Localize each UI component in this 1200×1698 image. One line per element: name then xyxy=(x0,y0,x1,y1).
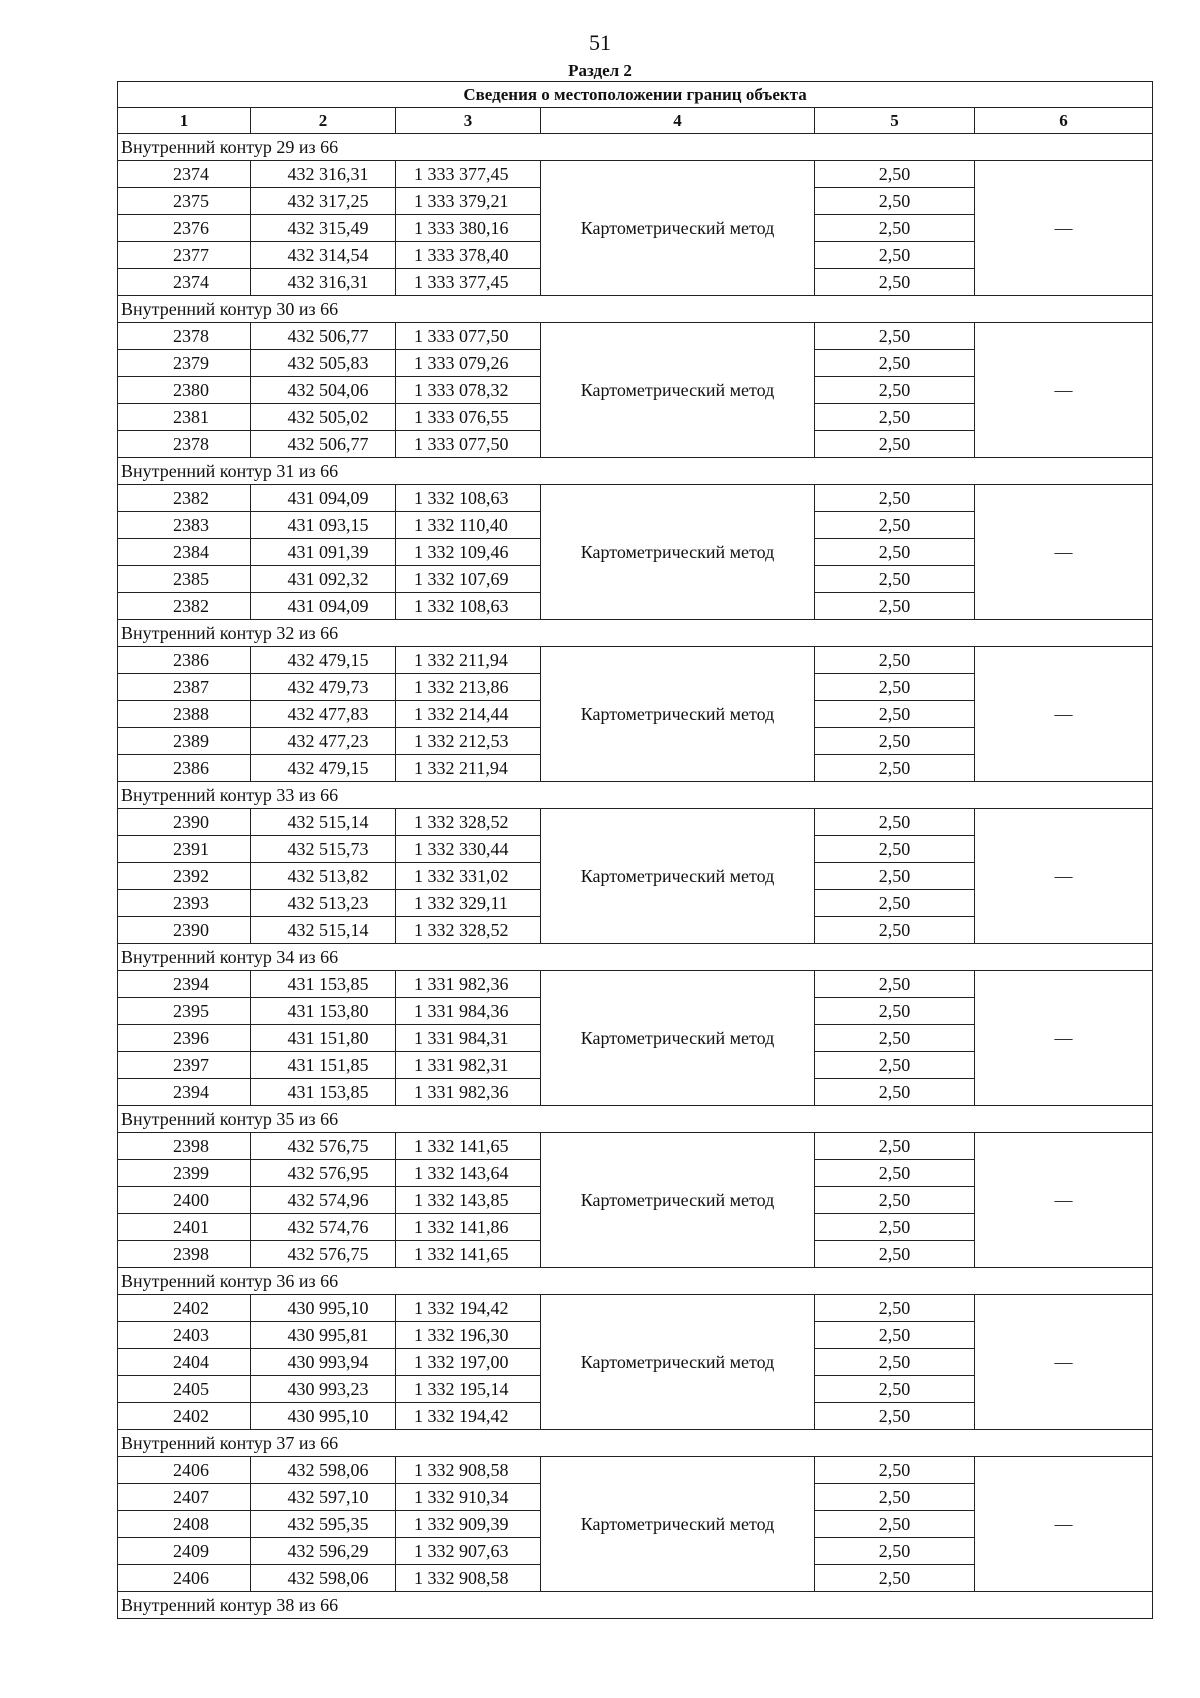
accuracy-cell: 2,50 xyxy=(815,1214,975,1241)
y-coordinate-cell: 1 332 141,65 xyxy=(396,1241,541,1268)
point-number-cell: 2402 xyxy=(118,1403,251,1430)
point-number-cell: 2384 xyxy=(118,539,251,566)
contour-title: Внутренний контур 31 из 66 xyxy=(118,458,1153,485)
point-number-cell: 2403 xyxy=(118,1322,251,1349)
x-coordinate-cell: 432 598,06 xyxy=(251,1457,396,1484)
point-number-cell: 2409 xyxy=(118,1538,251,1565)
accuracy-cell: 2,50 xyxy=(815,1403,975,1430)
point-number-cell: 2393 xyxy=(118,890,251,917)
y-coordinate-cell: 1 332 212,53 xyxy=(396,728,541,755)
accuracy-cell: 2,50 xyxy=(815,188,975,215)
contour-header-row xyxy=(118,1268,1153,1295)
point-number-cell: 2391 xyxy=(118,836,251,863)
column-6-cell: — xyxy=(975,1295,1153,1430)
x-coordinate-cell: 432 317,25 xyxy=(251,188,396,215)
accuracy-cell: 2,50 xyxy=(815,809,975,836)
column-6-cell: — xyxy=(975,1457,1153,1592)
column-6-cell: — xyxy=(975,809,1153,944)
section-title: Раздел 2 xyxy=(568,61,632,80)
y-coordinate-cell: 1 332 197,00 xyxy=(396,1349,541,1376)
contour-header-row xyxy=(118,782,1153,809)
accuracy-cell: 2,50 xyxy=(815,1349,975,1376)
x-coordinate-cell: 432 576,95 xyxy=(251,1160,396,1187)
accuracy-cell: 2,50 xyxy=(815,242,975,269)
y-coordinate-cell: 1 332 907,63 xyxy=(396,1538,541,1565)
table-caption: Сведения о местоположении границ объекта xyxy=(118,82,1153,108)
x-coordinate-cell: 432 515,14 xyxy=(251,809,396,836)
point-number-cell: 2377 xyxy=(118,242,251,269)
point-number-cell: 2386 xyxy=(118,755,251,782)
accuracy-cell: 2,50 xyxy=(815,701,975,728)
point-number-cell: 2406 xyxy=(118,1457,251,1484)
x-coordinate-cell: 430 993,23 xyxy=(251,1376,396,1403)
column-6-cell: — xyxy=(975,971,1153,1106)
contour-title: Внутренний контур 34 из 66 xyxy=(118,944,1153,971)
method-cell: Картометрический метод xyxy=(541,485,815,620)
contour-title: Внутренний контур 36 из 66 xyxy=(118,1268,1153,1295)
x-coordinate-cell: 431 094,09 xyxy=(251,485,396,512)
accuracy-cell: 2,50 xyxy=(815,1241,975,1268)
point-number-cell: 2389 xyxy=(118,728,251,755)
contour-header-row xyxy=(118,1106,1153,1133)
x-coordinate-cell: 431 151,85 xyxy=(251,1052,396,1079)
contour-title: Внутренний контур 29 из 66 xyxy=(118,134,1153,161)
point-number-cell: 2387 xyxy=(118,674,251,701)
x-coordinate-cell: 431 153,85 xyxy=(251,1079,396,1106)
point-number-cell: 2382 xyxy=(118,593,251,620)
point-number-cell: 2400 xyxy=(118,1187,251,1214)
column-6-cell: — xyxy=(975,1133,1153,1268)
column-number: 2 xyxy=(251,108,396,134)
x-coordinate-cell: 432 314,54 xyxy=(251,242,396,269)
accuracy-cell: 2,50 xyxy=(815,593,975,620)
contour-title: Внутренний контур 33 из 66 xyxy=(118,782,1153,809)
contour-header-row xyxy=(118,134,1153,161)
point-number-cell: 2395 xyxy=(118,998,251,1025)
x-coordinate-cell: 432 597,10 xyxy=(251,1484,396,1511)
accuracy-cell: 2,50 xyxy=(815,323,975,350)
y-coordinate-cell: 1 332 211,94 xyxy=(396,755,541,782)
y-coordinate-cell: 1 331 984,31 xyxy=(396,1025,541,1052)
accuracy-cell: 2,50 xyxy=(815,1376,975,1403)
y-coordinate-cell: 1 332 211,94 xyxy=(396,647,541,674)
column-6-cell: — xyxy=(975,485,1153,620)
contour-header-row xyxy=(118,620,1153,647)
x-coordinate-cell: 432 513,82 xyxy=(251,863,396,890)
y-coordinate-cell: 1 333 378,40 xyxy=(396,242,541,269)
accuracy-cell: 2,50 xyxy=(815,1322,975,1349)
x-coordinate-cell: 432 315,49 xyxy=(251,215,396,242)
x-coordinate-cell: 431 151,80 xyxy=(251,1025,396,1052)
x-coordinate-cell: 432 576,75 xyxy=(251,1241,396,1268)
point-number-cell: 2404 xyxy=(118,1349,251,1376)
x-coordinate-cell: 431 091,39 xyxy=(251,539,396,566)
point-number-cell: 2388 xyxy=(118,701,251,728)
table-row xyxy=(118,323,1153,350)
point-number-cell: 2392 xyxy=(118,863,251,890)
point-number-cell: 2402 xyxy=(118,1295,251,1322)
accuracy-cell: 2,50 xyxy=(815,1160,975,1187)
table-row xyxy=(118,1295,1153,1322)
x-coordinate-cell: 432 515,14 xyxy=(251,917,396,944)
method-cell: Картометрический метод xyxy=(541,1295,815,1430)
x-coordinate-cell: 432 515,73 xyxy=(251,836,396,863)
column-number: 1 xyxy=(118,108,251,134)
y-coordinate-cell: 1 332 329,11 xyxy=(396,890,541,917)
accuracy-cell: 2,50 xyxy=(815,1295,975,1322)
method-cell: Картометрический метод xyxy=(541,809,815,944)
accuracy-cell: 2,50 xyxy=(815,404,975,431)
y-coordinate-cell: 1 333 077,50 xyxy=(396,431,541,458)
y-coordinate-cell: 1 332 908,58 xyxy=(396,1565,541,1592)
y-coordinate-cell: 1 332 908,58 xyxy=(396,1457,541,1484)
page-number: 51 xyxy=(589,30,611,55)
point-number-cell: 2380 xyxy=(118,377,251,404)
table-row xyxy=(118,1457,1153,1484)
y-coordinate-cell: 1 332 110,40 xyxy=(396,512,541,539)
x-coordinate-cell: 432 477,83 xyxy=(251,701,396,728)
x-coordinate-cell: 432 596,29 xyxy=(251,1538,396,1565)
y-coordinate-cell: 1 332 143,64 xyxy=(396,1160,541,1187)
y-coordinate-cell: 1 332 141,65 xyxy=(396,1133,541,1160)
accuracy-cell: 2,50 xyxy=(815,512,975,539)
accuracy-cell: 2,50 xyxy=(815,566,975,593)
x-coordinate-cell: 432 316,31 xyxy=(251,161,396,188)
point-number-cell: 2378 xyxy=(118,431,251,458)
point-number-cell: 2407 xyxy=(118,1484,251,1511)
x-coordinate-cell: 432 316,31 xyxy=(251,269,396,296)
point-number-cell: 2379 xyxy=(118,350,251,377)
x-coordinate-cell: 432 504,06 xyxy=(251,377,396,404)
x-coordinate-cell: 432 505,02 xyxy=(251,404,396,431)
y-coordinate-cell: 1 333 078,32 xyxy=(396,377,541,404)
y-coordinate-cell: 1 332 108,63 xyxy=(396,593,541,620)
accuracy-cell: 2,50 xyxy=(815,215,975,242)
y-coordinate-cell: 1 332 194,42 xyxy=(396,1295,541,1322)
column-number: 5 xyxy=(815,108,975,134)
x-coordinate-cell: 432 479,73 xyxy=(251,674,396,701)
accuracy-cell: 2,50 xyxy=(815,998,975,1025)
y-coordinate-cell: 1 333 077,50 xyxy=(396,323,541,350)
point-number-cell: 2408 xyxy=(118,1511,251,1538)
point-number-cell: 2390 xyxy=(118,917,251,944)
accuracy-cell: 2,50 xyxy=(815,1484,975,1511)
table-row xyxy=(118,647,1153,674)
y-coordinate-cell: 1 332 143,85 xyxy=(396,1187,541,1214)
method-cell: Картометрический метод xyxy=(541,1133,815,1268)
y-coordinate-cell: 1 332 910,34 xyxy=(396,1484,541,1511)
point-number-cell: 2390 xyxy=(118,809,251,836)
accuracy-cell: 2,50 xyxy=(815,728,975,755)
point-number-cell: 2385 xyxy=(118,566,251,593)
accuracy-cell: 2,50 xyxy=(815,350,975,377)
x-coordinate-cell: 430 995,10 xyxy=(251,1295,396,1322)
column-number: 6 xyxy=(975,108,1153,134)
accuracy-cell: 2,50 xyxy=(815,485,975,512)
column-number: 4 xyxy=(541,108,815,134)
x-coordinate-cell: 432 479,15 xyxy=(251,647,396,674)
y-coordinate-cell: 1 333 380,16 xyxy=(396,215,541,242)
accuracy-cell: 2,50 xyxy=(815,1511,975,1538)
accuracy-cell: 2,50 xyxy=(815,863,975,890)
point-number-cell: 2398 xyxy=(118,1133,251,1160)
point-number-cell: 2374 xyxy=(118,161,251,188)
column-6-cell: — xyxy=(975,323,1153,458)
column-6-cell: — xyxy=(975,161,1153,296)
y-coordinate-cell: 1 332 107,69 xyxy=(396,566,541,593)
table-row xyxy=(118,485,1153,512)
accuracy-cell: 2,50 xyxy=(815,269,975,296)
point-number-cell: 2401 xyxy=(118,1214,251,1241)
x-coordinate-cell: 432 574,76 xyxy=(251,1214,396,1241)
accuracy-cell: 2,50 xyxy=(815,836,975,863)
x-coordinate-cell: 430 993,94 xyxy=(251,1349,396,1376)
x-coordinate-cell: 431 092,32 xyxy=(251,566,396,593)
contour-title: Внутренний контур 30 из 66 xyxy=(118,296,1153,323)
y-coordinate-cell: 1 331 982,31 xyxy=(396,1052,541,1079)
y-coordinate-cell: 1 332 213,86 xyxy=(396,674,541,701)
y-coordinate-cell: 1 333 377,45 xyxy=(396,161,541,188)
y-coordinate-cell: 1 332 328,52 xyxy=(396,809,541,836)
method-cell: Картометрический метод xyxy=(541,971,815,1106)
y-coordinate-cell: 1 333 379,21 xyxy=(396,188,541,215)
y-coordinate-cell: 1 333 076,55 xyxy=(396,404,541,431)
x-coordinate-cell: 430 995,81 xyxy=(251,1322,396,1349)
x-coordinate-cell: 432 598,06 xyxy=(251,1565,396,1592)
accuracy-cell: 2,50 xyxy=(815,890,975,917)
contour-header-row xyxy=(118,1592,1153,1619)
table-row xyxy=(118,809,1153,836)
accuracy-cell: 2,50 xyxy=(815,1025,975,1052)
contour-header-row xyxy=(118,458,1153,485)
x-coordinate-cell: 430 995,10 xyxy=(251,1403,396,1430)
y-coordinate-cell: 1 331 982,36 xyxy=(396,1079,541,1106)
column-number-row xyxy=(118,108,1153,134)
contour-header-row xyxy=(118,296,1153,323)
x-coordinate-cell: 432 479,15 xyxy=(251,755,396,782)
accuracy-cell: 2,50 xyxy=(815,377,975,404)
y-coordinate-cell: 1 332 196,30 xyxy=(396,1322,541,1349)
accuracy-cell: 2,50 xyxy=(815,917,975,944)
point-number-cell: 2399 xyxy=(118,1160,251,1187)
table-row xyxy=(118,1133,1153,1160)
accuracy-cell: 2,50 xyxy=(815,755,975,782)
method-cell: Картометрический метод xyxy=(541,647,815,782)
x-coordinate-cell: 432 574,96 xyxy=(251,1187,396,1214)
accuracy-cell: 2,50 xyxy=(815,1187,975,1214)
table-row xyxy=(118,971,1153,998)
x-coordinate-cell: 432 506,77 xyxy=(251,431,396,458)
point-number-cell: 2394 xyxy=(118,1079,251,1106)
point-number-cell: 2381 xyxy=(118,404,251,431)
accuracy-cell: 2,50 xyxy=(815,1457,975,1484)
y-coordinate-cell: 1 331 982,36 xyxy=(396,971,541,998)
contour-header-row xyxy=(118,944,1153,971)
accuracy-cell: 2,50 xyxy=(815,971,975,998)
y-coordinate-cell: 1 332 909,39 xyxy=(396,1511,541,1538)
x-coordinate-cell: 431 153,85 xyxy=(251,971,396,998)
accuracy-cell: 2,50 xyxy=(815,161,975,188)
point-number-cell: 2394 xyxy=(118,971,251,998)
accuracy-cell: 2,50 xyxy=(815,431,975,458)
contour-title: Внутренний контур 35 из 66 xyxy=(118,1106,1153,1133)
contour-title: Внутренний контур 37 из 66 xyxy=(118,1430,1153,1457)
boundary-table xyxy=(117,81,1153,1619)
accuracy-cell: 2,50 xyxy=(815,1052,975,1079)
accuracy-cell: 2,50 xyxy=(815,1538,975,1565)
x-coordinate-cell: 432 506,77 xyxy=(251,323,396,350)
point-number-cell: 2376 xyxy=(118,215,251,242)
accuracy-cell: 2,50 xyxy=(815,674,975,701)
y-coordinate-cell: 1 331 984,36 xyxy=(396,998,541,1025)
accuracy-cell: 2,50 xyxy=(815,1133,975,1160)
contour-header-row xyxy=(118,1430,1153,1457)
contour-title: Внутренний контур 38 из 66 xyxy=(118,1592,1153,1619)
y-coordinate-cell: 1 332 141,86 xyxy=(396,1214,541,1241)
point-number-cell: 2406 xyxy=(118,1565,251,1592)
x-coordinate-cell: 432 477,23 xyxy=(251,728,396,755)
table-body xyxy=(118,134,1153,1619)
x-coordinate-cell: 431 094,09 xyxy=(251,593,396,620)
point-number-cell: 2397 xyxy=(118,1052,251,1079)
contour-title: Внутренний контур 32 из 66 xyxy=(118,620,1153,647)
y-coordinate-cell: 1 332 330,44 xyxy=(396,836,541,863)
y-coordinate-cell: 1 332 328,52 xyxy=(396,917,541,944)
accuracy-cell: 2,50 xyxy=(815,1079,975,1106)
x-coordinate-cell: 432 576,75 xyxy=(251,1133,396,1160)
point-number-cell: 2396 xyxy=(118,1025,251,1052)
table-row xyxy=(118,161,1153,188)
point-number-cell: 2374 xyxy=(118,269,251,296)
y-coordinate-cell: 1 332 194,42 xyxy=(396,1403,541,1430)
method-cell: Картометрический метод xyxy=(541,161,815,296)
point-number-cell: 2386 xyxy=(118,647,251,674)
x-coordinate-cell: 431 153,80 xyxy=(251,998,396,1025)
y-coordinate-cell: 1 332 214,44 xyxy=(396,701,541,728)
y-coordinate-cell: 1 332 195,14 xyxy=(396,1376,541,1403)
accuracy-cell: 2,50 xyxy=(815,539,975,566)
method-cell: Картометрический метод xyxy=(541,323,815,458)
column-6-cell: — xyxy=(975,647,1153,782)
accuracy-cell: 2,50 xyxy=(815,1565,975,1592)
x-coordinate-cell: 432 513,23 xyxy=(251,890,396,917)
y-coordinate-cell: 1 332 331,02 xyxy=(396,863,541,890)
point-number-cell: 2378 xyxy=(118,323,251,350)
y-coordinate-cell: 1 333 377,45 xyxy=(396,269,541,296)
x-coordinate-cell: 431 093,15 xyxy=(251,512,396,539)
y-coordinate-cell: 1 332 109,46 xyxy=(396,539,541,566)
point-number-cell: 2382 xyxy=(118,485,251,512)
point-number-cell: 2398 xyxy=(118,1241,251,1268)
method-cell: Картометрический метод xyxy=(541,1457,815,1592)
x-coordinate-cell: 432 505,83 xyxy=(251,350,396,377)
column-number: 3 xyxy=(396,108,541,134)
y-coordinate-cell: 1 333 079,26 xyxy=(396,350,541,377)
x-coordinate-cell: 432 595,35 xyxy=(251,1511,396,1538)
point-number-cell: 2375 xyxy=(118,188,251,215)
point-number-cell: 2405 xyxy=(118,1376,251,1403)
point-number-cell: 2383 xyxy=(118,512,251,539)
y-coordinate-cell: 1 332 108,63 xyxy=(396,485,541,512)
accuracy-cell: 2,50 xyxy=(815,647,975,674)
